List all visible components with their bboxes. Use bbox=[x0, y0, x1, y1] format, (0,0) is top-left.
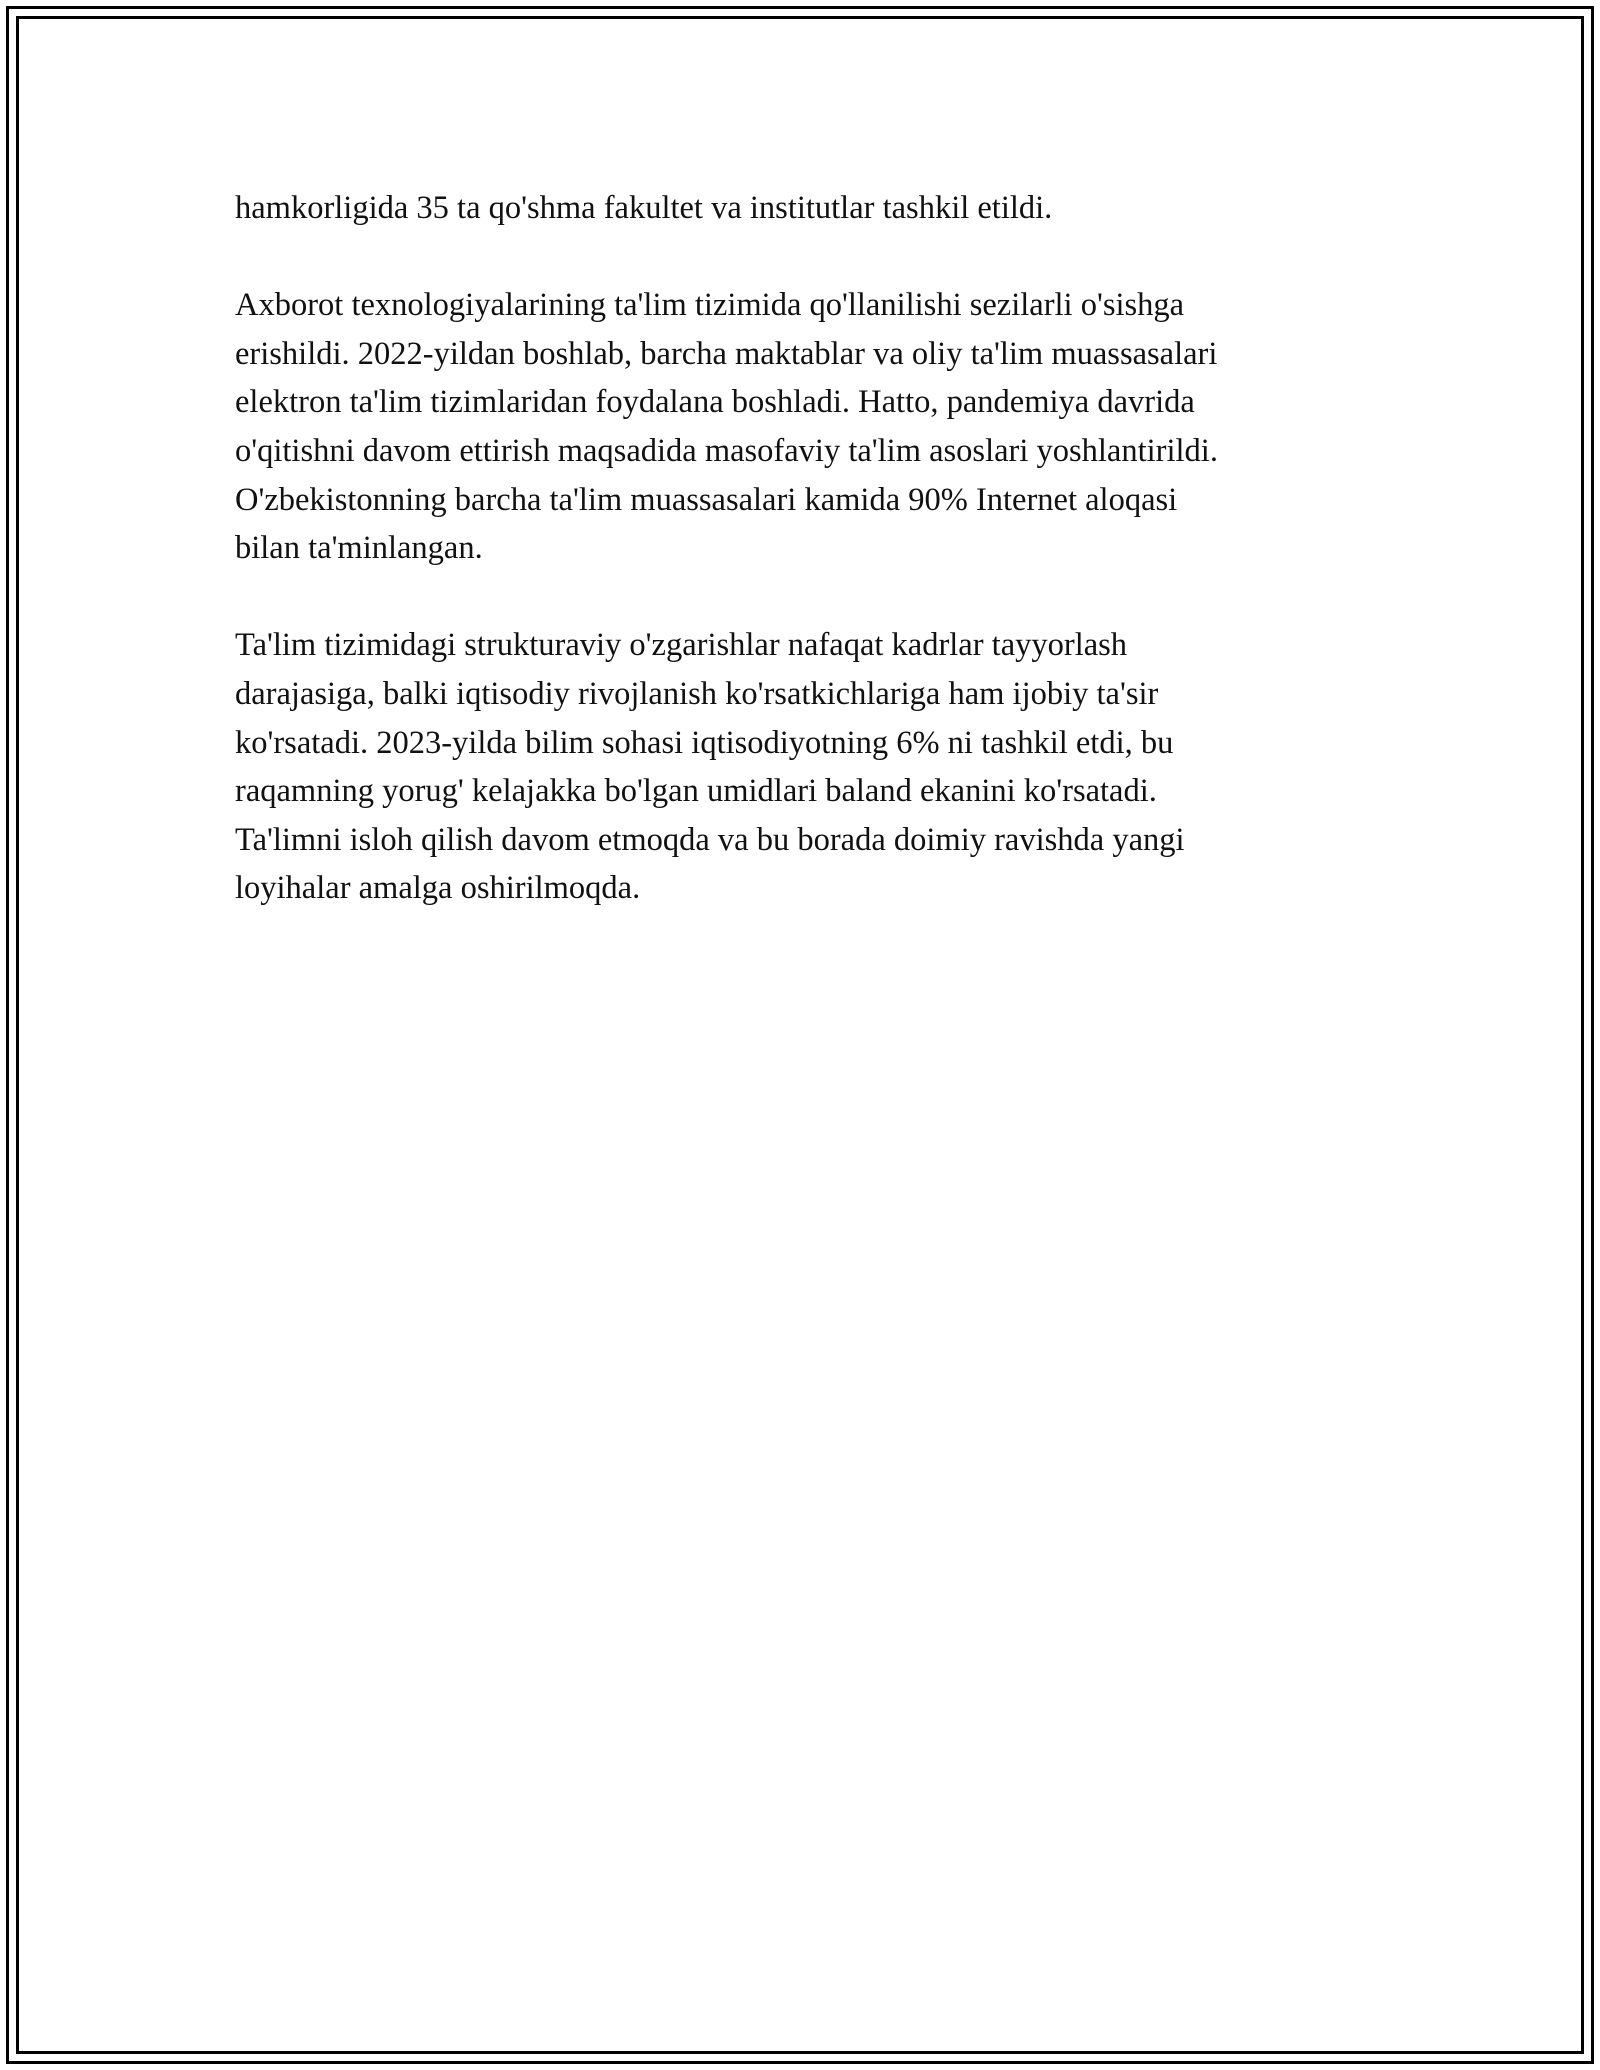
paragraph-2: Axborot texnologiyalarining ta'lim tizimida qo'llanilishi sezilarli o'sishga erishildi. 2022-yildan boshlab, barcha maktablar va oliy ta'lim muassasalari elektron ta'lim tizimlaridan foydalana boshladi. Hatto, pandemiya davrida o'qitishni davom ettirish maqsadida masofaviy ta'lim asoslari yoshlantirildi. O'zbekistonning barcha ta'lim muassasalari kamida 90% Internet aloqasi bilan ta'minlangan. bbox=[235, 287, 1218, 567]
document-body bbox=[235, 184, 1365, 962]
paragraph-1: hamkorligida 35 ta qo'shma fakultet va institutlar tashkil etildi. bbox=[235, 190, 1053, 226]
paragraph-3: Ta'lim tizimidagi strukturaviy o'zgarishlar nafaqat kadrlar tayyorlash darajasiga, balki iqtisodiy rivojlanish ko'rsatkichlariga ham ijobiy ta'sir ko'rsatadi. 2023-yilda bilim sohasi iqtisodiyotning 6% ni tashkil etdi, bu raqamning yorug' kelajakka bo'lgan umidlari baland ekanini ko'rsatadi. Ta'limni isloh qilish davom etmoqda va bu borada doimiy ravishda yangi loyihalar amalga oshirilmoqda. bbox=[235, 627, 1185, 907]
